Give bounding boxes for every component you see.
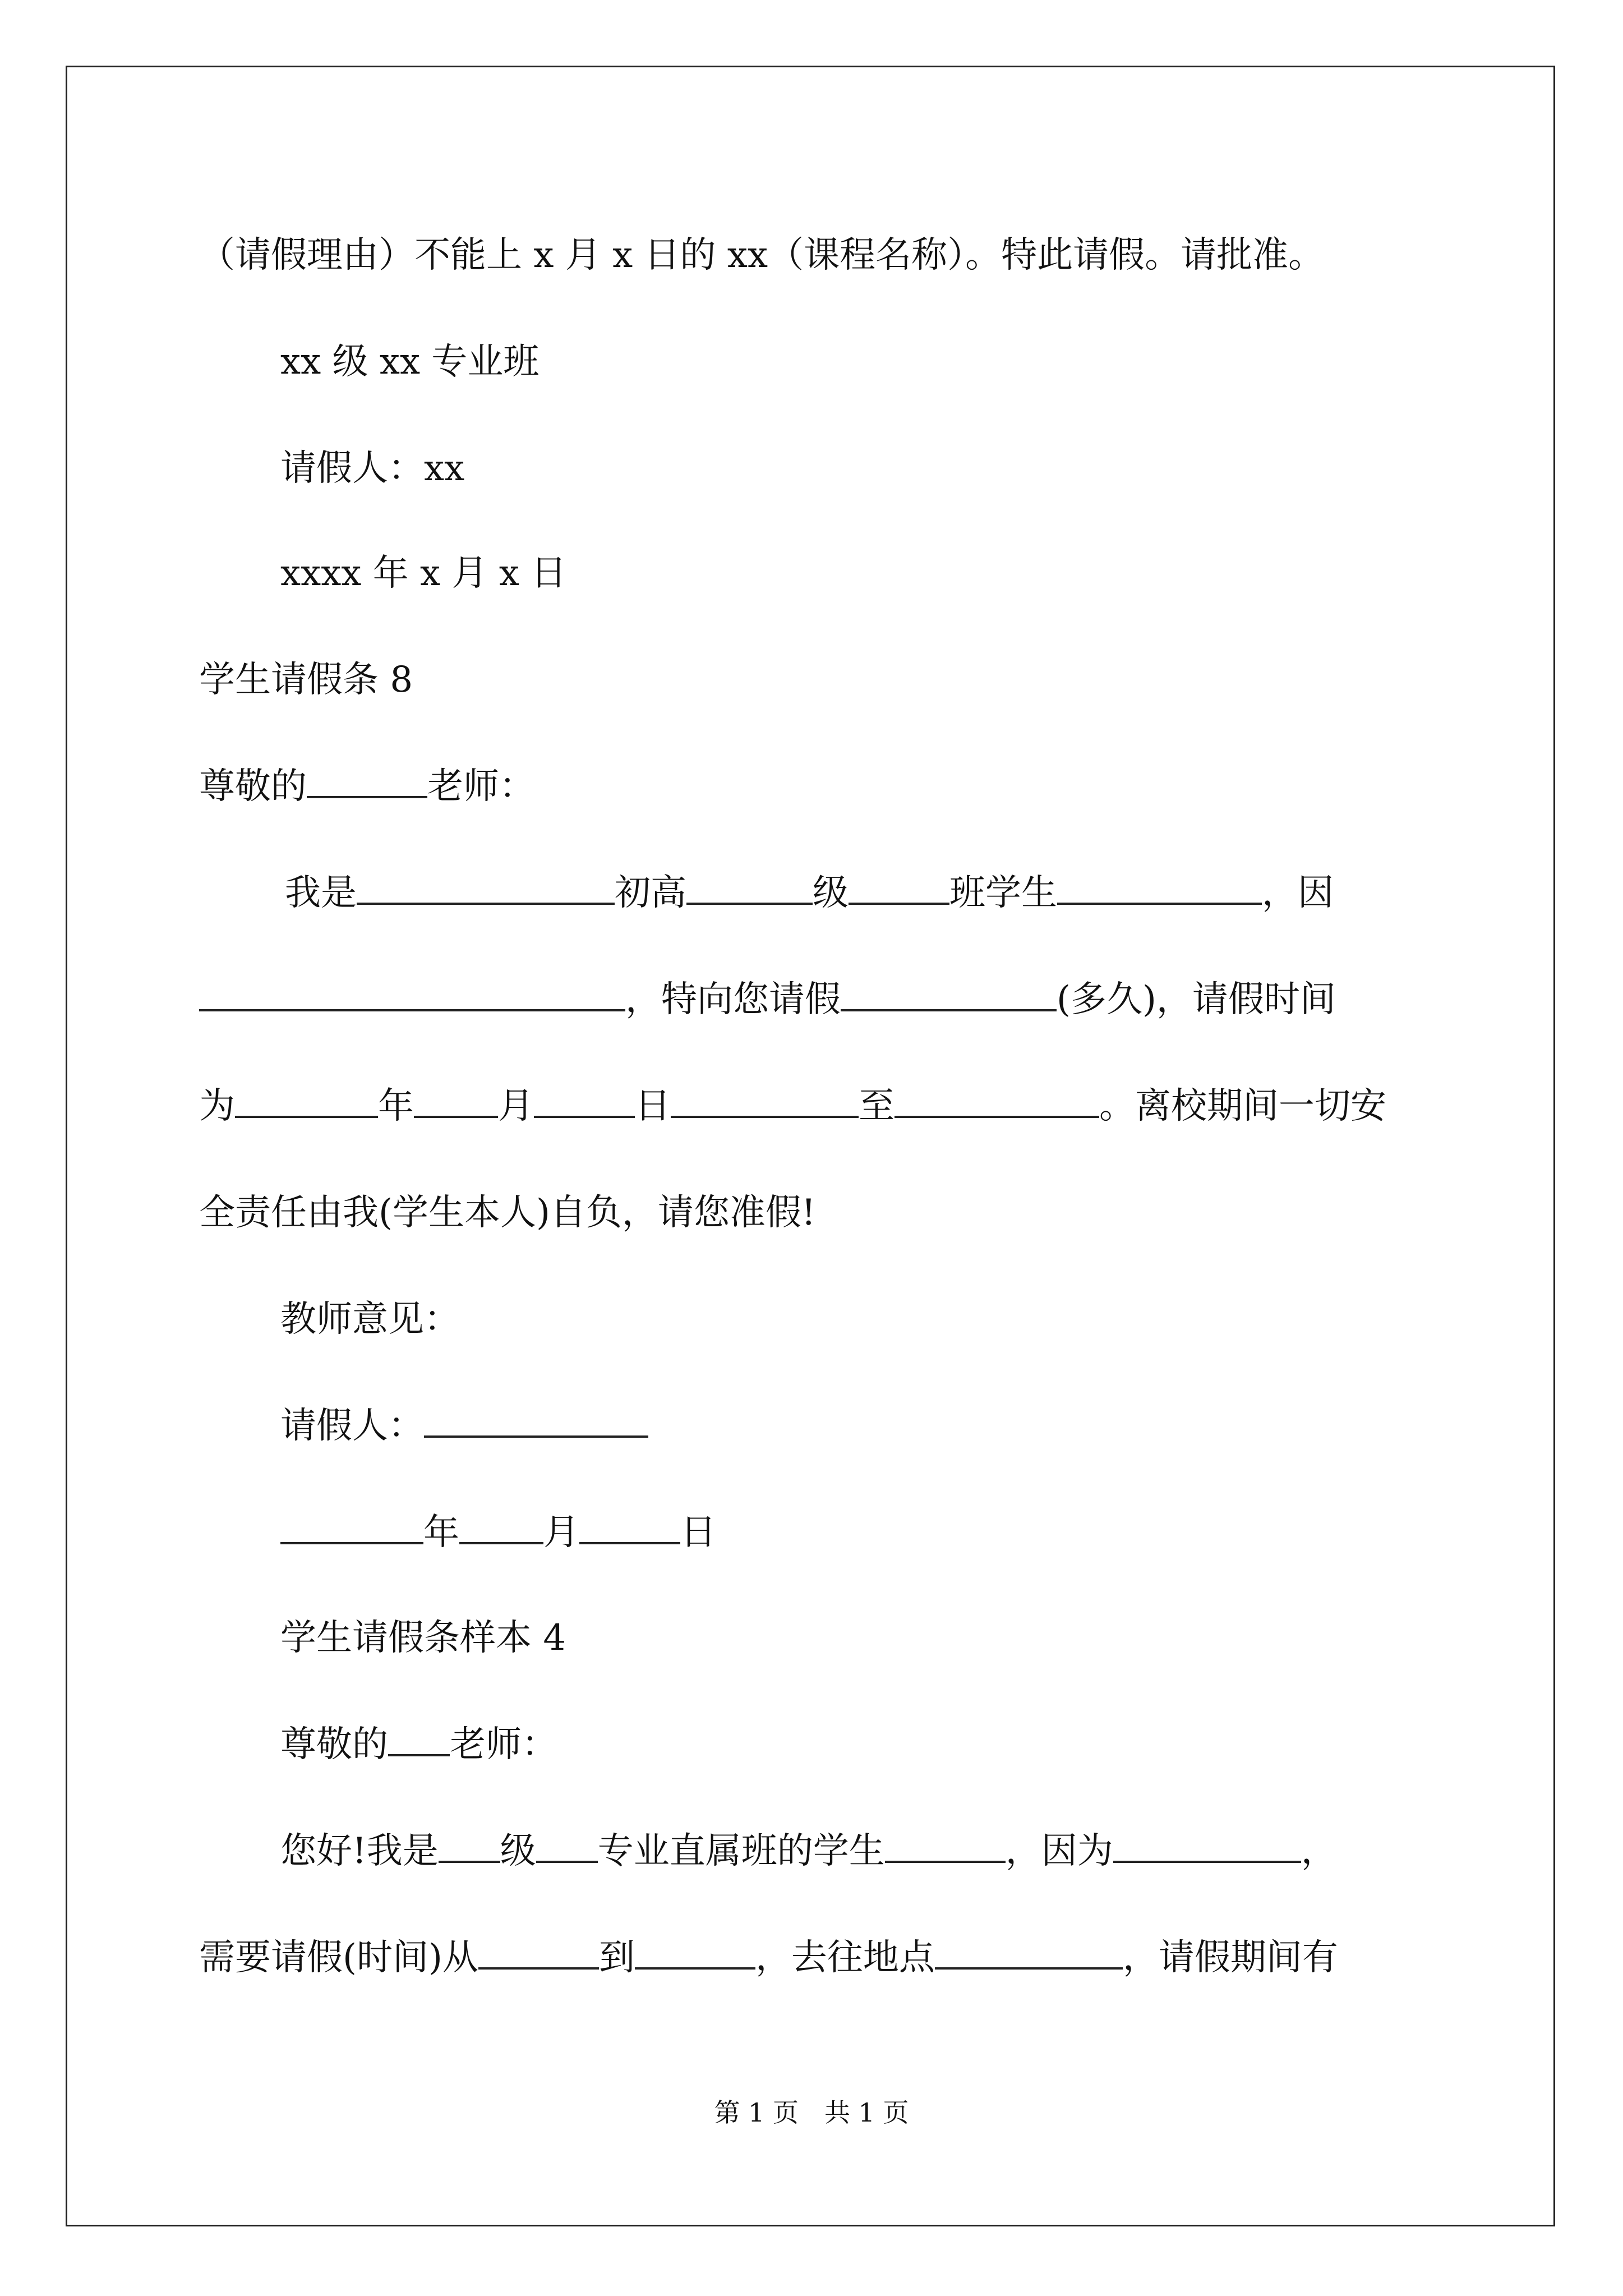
text-segment: 请假人： [280, 1405, 424, 1447]
applicant-name-blank [424, 1406, 648, 1438]
grade-blank [686, 873, 813, 905]
applicant-signature-line [280, 1404, 648, 1448]
safety-responsibility-line: 全责任由我(学生本人)自负，请您准假! [199, 1192, 816, 1234]
student-name-blank [1057, 873, 1262, 905]
reason-blank [1113, 1832, 1301, 1863]
page-footer: 第 1 页 共 1 页 [714, 2097, 909, 2128]
destination-blank [935, 1938, 1123, 1970]
school-blank [357, 873, 615, 905]
year-blank [280, 1513, 423, 1544]
text-segment: 。离校期间一切安 [1099, 1085, 1386, 1127]
text-segment: 为 [199, 1085, 235, 1127]
text-segment: 日 [635, 1085, 671, 1127]
duration-blank [841, 980, 1057, 1011]
leave-period-line [199, 1084, 1386, 1129]
greeting-line [280, 1829, 1337, 1874]
signature-date-line [280, 1510, 716, 1555]
year-blank [235, 1087, 378, 1118]
to-blank [635, 1938, 755, 1970]
text-segment: 月 [543, 1512, 579, 1553]
salutation-line [199, 764, 535, 809]
day-blank [579, 1513, 680, 1544]
text-segment: 老师： [450, 1724, 557, 1765]
from-blank [478, 1938, 599, 1970]
text-line-applicant: 请假人：xx [280, 448, 465, 489]
text-segment: 到 [598, 1937, 635, 1978]
text-segment: ，特向您请假 [625, 979, 841, 1020]
day-blank [534, 1087, 635, 1118]
text-segment: ，因 [1262, 872, 1334, 914]
text-segment: 年 [378, 1085, 414, 1127]
salutation-suffix: 老师： [427, 766, 535, 807]
text-segment: 级 [500, 1830, 536, 1872]
text-segment: 至 [859, 1085, 895, 1127]
class-blank [849, 873, 949, 905]
text-segment: 级 [813, 872, 849, 914]
end-time-blank [895, 1087, 1099, 1118]
leave-time-line [199, 1935, 1338, 1980]
month-blank [459, 1513, 543, 1544]
text-segment: 月 [498, 1085, 534, 1127]
leave-request-line [199, 977, 1336, 1022]
student-name-blank [885, 1832, 1006, 1863]
text-line-date: xxxx 年 x 月 x 日 [280, 553, 567, 594]
text-segment: 初高 [615, 872, 686, 914]
text-segment: 您好!我是 [280, 1830, 439, 1872]
student-info-line [285, 871, 1334, 915]
grade-blank [439, 1832, 500, 1863]
section-heading-sample-4: 学生请假条样本 4 [280, 1617, 566, 1659]
start-time-blank [671, 1087, 859, 1118]
page-border [66, 66, 1555, 2226]
section-heading-note-8: 学生请假条 8 [199, 659, 413, 701]
teacher-name-blank [388, 1725, 450, 1756]
salutation-line-2 [280, 1722, 557, 1767]
text-segment: 日 [680, 1512, 716, 1553]
text-line-leave-reason: （请假理由）不能上 x 月 x 日的 xx（课程名称）。特此请假。请批准。 [199, 234, 1325, 276]
teacher-opinion-label: 教师意见： [280, 1299, 460, 1340]
reason-blank [199, 980, 625, 1011]
text-segment: 班学生 [949, 872, 1057, 914]
text-segment: 年 [423, 1512, 459, 1553]
teacher-name-blank [307, 767, 427, 798]
month-blank [414, 1087, 498, 1118]
text-segment: ，去往地点 [755, 1937, 935, 1978]
major-blank [536, 1832, 598, 1863]
text-segment: 我是 [285, 872, 357, 914]
text-segment: (多久)，请假时间 [1057, 979, 1336, 1020]
text-segment: 专业直属班的学生 [597, 1830, 885, 1872]
text-segment: 尊敬的 [280, 1724, 388, 1765]
text-segment: ， [1301, 1830, 1337, 1872]
text-line-class: xx 级 xx 专业班 [280, 341, 540, 383]
salutation-prefix: 尊敬的 [199, 766, 307, 807]
text-segment: 需要请假(时间)从 [199, 1937, 478, 1978]
text-segment: ，请假期间有 [1122, 1937, 1338, 1978]
text-segment: ，因为 [1005, 1830, 1113, 1872]
